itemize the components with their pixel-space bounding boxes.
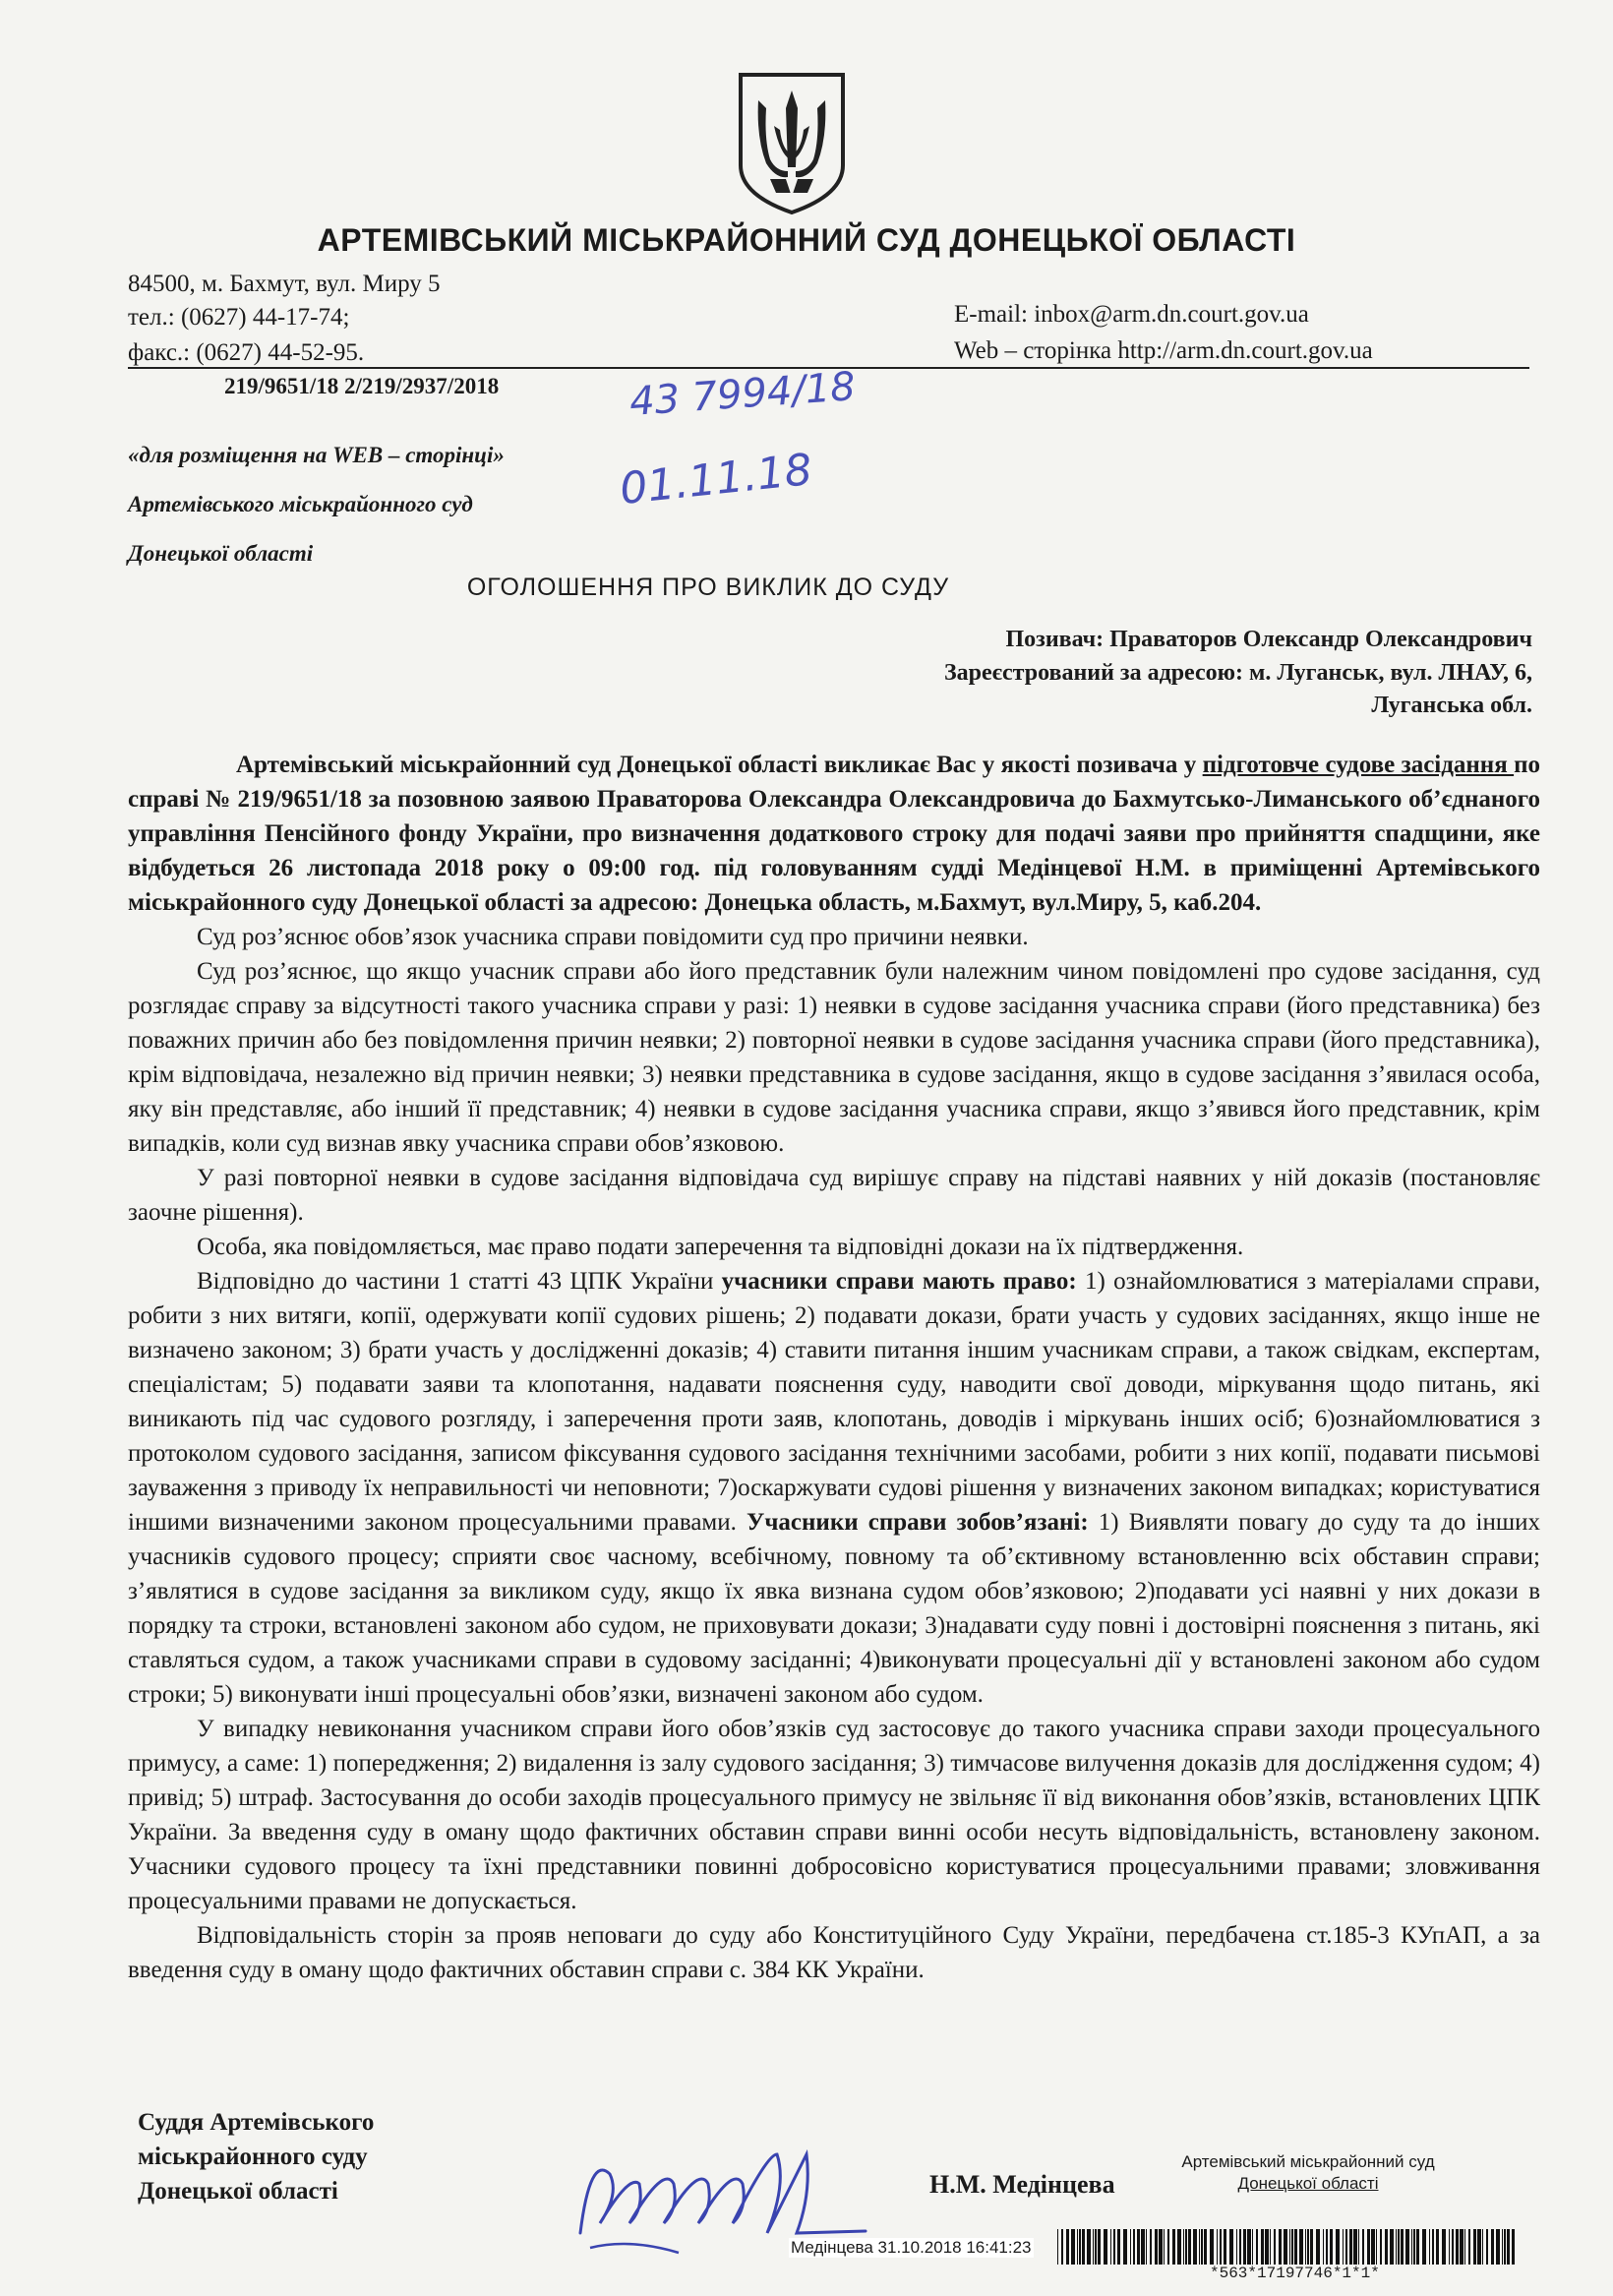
paragraph-objection-right: Особа, яка повідомляється, має право подати заперечення та відповідні докази на їх підтвердження. [197,1234,1244,1260]
paragraph-rights-duties: Відповідно до частини 1 статті 43 ЦПК України учасники справи мають право: 1) ознайомлюватися з матеріалами справи, робити з них витяги, копії, одержувати копії судових рішень; 2) подавати докази, брати участь у судових засіданнях, якщо інше не визначено законом; 3) брати участь у дослідженні доказів; 4) ставити питання іншим учасникам справи, а також свідкам, експертам, спеціалістам; 5) подавати заяви та клопотання, надавати пояснення суду, наводити свої доводи, міркування щодо питань, які виникають під час судового розгляду, і заперечення проти заяв, клопотань, доводів і міркувань інших осіб; 6)ознайомлюватися з протоколом судового засідання, записом фіксування судового засідання технічними засобами, робити з них копії, подавати письмові зауваження з приводу їх неправильності чи неповноти; 7)оскаржувати судові рішення у визначених законом випадках; користуватися іншими визначеними законом процесуальними правами. Учасники справи зобов’язані: 1) Виявляти повагу до суду та до інших учасників судового процесу; сприяти своє часному, всебічному, повному та об’єктивному встановленню всіх обставин справи; з’являтися в судове засідання за викликом суду, якщо їх явка визнана судом обов’язковою; 2)подавати усі наявні у них докази в порядку та строки, встановлені законом або судом, не приховувати докази; 3)надавати суду повні і достовірні пояснення з питань, які ставляться судом, а також учасниками справи в судовому засіданні; 4)виконувати процесуальні дії у встановлені законом або судом строки; 5) виконувати інші процесуальні обов’язки, визначені законом або судом. [128,1268,1540,1708]
paragraph-default-judgment: У разі повторної неявки в судове засідання відповідача суд вирішує справу на підставі наявних у ній доказів (постановляє заочне рішення). [128,1165,1540,1226]
placement-line-2: Артемівського міськрайонного суд [128,492,473,516]
paragraph-coercion: У випадку невиконання учасником справи його обов’язків суд застосовує до такого учасника справи заходи процесуального примусу, а саме: 1) попередження; 2) видалення із залу судового засідання; 3) тимчасове вилучення доказів для дослідження судом; 4) привід; 5) штраф. Застосування до особи заходів процесуального примусу не звільняє її від виконання обов’язків, встановлених ЦПК України. За введення суду в оману щодо фактичних обставин справи винні особи несуть відповідальність, встановлену законом. Учасники судового процесу та їхні представники повинні добросовісно користуватися процесуальними правами; зловживання процесуальними правами не допускається. [128,1716,1540,1914]
placement-line-3: Донецької області [128,541,314,566]
court-stamp-label: Артемівський міськрайонний суд Донецької області [1181,2152,1435,2193]
case-numbers: 219/9651/18 2/219/2937/2018 [224,374,500,398]
court-fax: факс.: (0627) 44-52-95. [128,339,365,366]
paragraph-summons: Артемівський міськрайонний суд Донецької області викликає Вас у якості позивача у підготовче судове засідання по справі № 219/9651/18 за позовною заявою Праваторова Олександра Олександровича до Бахмутсько-Лиманського об’єднаного управління Пенсійного фонду України, про визначення додаткового строку для подачі заяви про прийняття спадщини, яке відбудеться 26 листопада 2018 року о 09:00 год. під головуванням судді Медінцевої Н.М. в приміщенні Артемівського міськрайонного суду Донецької області за адресою: Донецька область, м.Бахмут, вул.Миру, 5, каб.204. [128,752,1540,916]
judge-name: Н.М. Медінцева [929,2170,1115,2199]
coat-of-arms-icon [733,69,851,216]
court-email: E-mail: inbox@arm.dn.court.gov.ua [954,301,1309,328]
handwritten-date: 01.11.18 [617,444,815,515]
notice-body [128,748,1540,1987]
plaintiff-region: Луганська обл. [1371,693,1532,718]
electronic-signature-stamp: Медінцева 31.10.2018 16:41:23 [791,2238,1032,2257]
court-phone: тел.: (0627) 44-17-74; [128,304,350,331]
court-title: АРТЕМІВСЬКИЙ МІСЬКРАЙОННИЙ СУД ДОНЕЦЬКОЇ ОБЛАСТІ [317,222,1296,258]
paragraph-absence-rules: Суд роз’яснює, що якщо учасник справи або його представник були належним чином повідомлені про судове засідання, суд розглядає справу за відсутності такого учасника справи у разі: 1) неявки в судове засідання учасника справи (його представника) без поважних причин або без повідомлення причин неявки; 2) повторної неявки в судове засідання учасника справи (його представника), крім відповідача, незалежно від причин неявки; 3) неявки представника в судове засідання, якщо в судове засідання з’явилася особа, яку він представляє, або інший її представник; 4) неявки в судове засідання учасника справи, якщо з’явився його представник, крім випадків, коли суд визнав явку учасника справи обов’язковою. [128,958,1540,1157]
placement-line-1: «для розміщення на WEB – сторінці» [128,443,505,467]
judge-title: Суддя Артемівського міськрайонного суду Донецької області [138,2109,375,2205]
court-website: Web – сторінка http://arm.dn.court.gov.ua [954,337,1373,364]
plaintiff-name: Позивач: Праваторов Олександр Олександрович [1005,627,1532,652]
document-title: ОГОЛОШЕННЯ ПРО ВИКЛИК ДО СУДУ [466,574,950,601]
plaintiff-address: Зареєстрований за адресою: м. Луганськ, вул. ЛНАУ, 6, [943,660,1532,686]
barcode-number: *563*17197746*1*1* [1210,2265,1380,2282]
paragraph-absence-duty: Суд роз’яснює обов’язок учасника справи повідомити суд про причини неявки. [197,924,1029,950]
document-barcode [1057,2229,1515,2265]
court-address: 84500, м. Бахмут, вул. Миру 5 [128,271,441,297]
handwritten-reg-number: 43 7994/18 [627,364,858,425]
paragraph-liability: Відповідальність сторін за прояв неповаги до суду або Конституційного Суду України, передбачена ст.185-3 КУпАП, а за введення суду в оману щодо фактичних обставин справи с. 384 КК України. [128,1922,1540,1983]
